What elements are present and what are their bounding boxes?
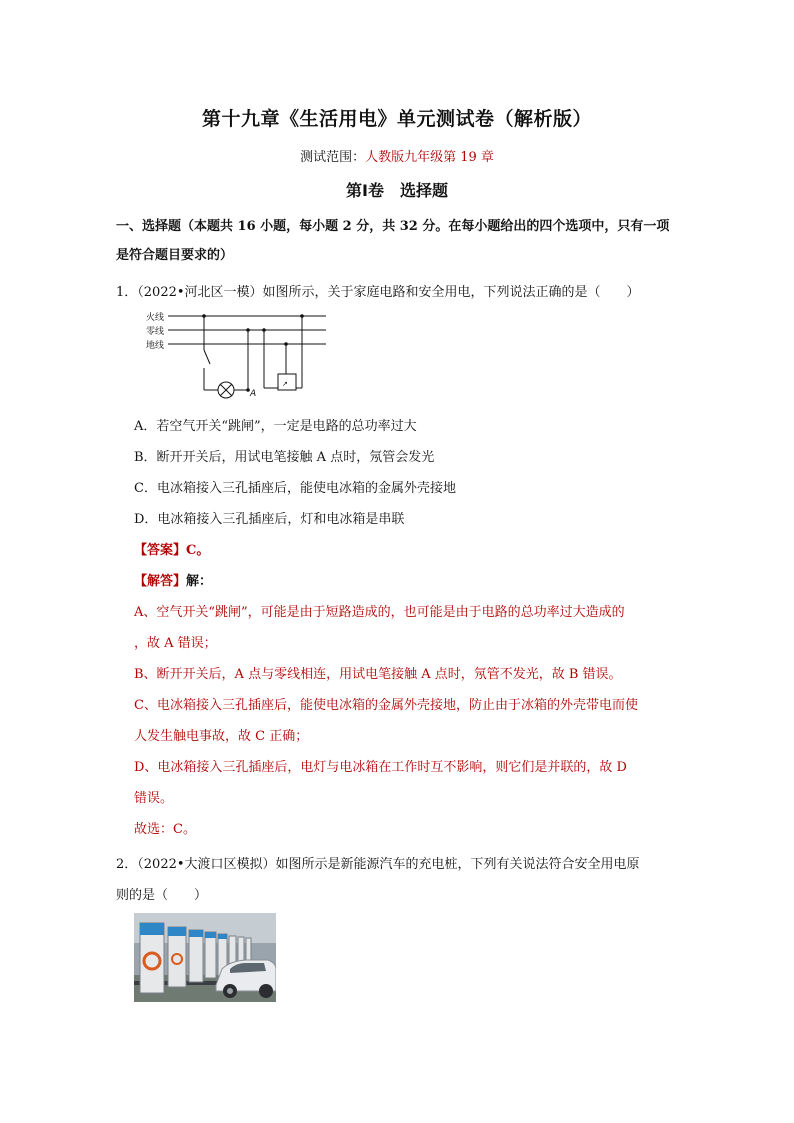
q1-analysis-a-cont: ，故 A 错误； [134, 636, 217, 651]
range-value: 人教版九年级第 19 章 [365, 150, 494, 165]
q1-analysis-d: D、电冰箱接入三孔插座后，电灯与电冰箱在工作时互不影响，则它们是并联的，故 D [134, 760, 627, 775]
q1-analysis-b: B、断开开关后，A 点与零线相连，用试电笔接触 A 点时，氖管不发光，故 B 错误。 [134, 667, 622, 682]
q1-option-a: A．若空气开关“跳闸”，一定是电路的总功率过大 [134, 419, 417, 434]
part-title: 第Ⅰ卷 选择题 [346, 181, 448, 200]
charging-station-photo [134, 913, 276, 1002]
section-intro: 一、选择题（本题共 16 小题，每小题 2 分，共 32 分。在每小题给出的四个选项中，只有一项是符合题目要求的） [116, 219, 670, 263]
ground-wire-label: 地线 [146, 341, 165, 351]
page-title: 第十九章《生活用电》单元测试卷（解析版） [201, 108, 592, 130]
answer-tag: 【答案】 [134, 543, 187, 558]
q1-analysis-c: C、电冰箱接入三孔插座后，能使电冰箱的金属外壳接地，防止由于冰箱的外壳带电而使 [134, 698, 638, 713]
test-range [0, 146, 794, 165]
circuit-diagram [140, 306, 330, 406]
q1-option-c: C．电冰箱接入三孔插座后，能使电冰箱的金属外壳接地 [134, 481, 456, 496]
neutral-wire-label: 零线 [146, 327, 165, 337]
point-a-label: A [250, 389, 257, 399]
svg-text:↗: ↗ [282, 380, 288, 388]
range-label: 测试范围： [300, 150, 366, 165]
q1-choice: 故选：C。 [134, 822, 196, 837]
q1-stem: 1．（2022•河北区一模）如图所示，关于家庭电路和安全用电，下列说法正确的是（ ） [116, 285, 640, 300]
solution-tag: 【解答】 [134, 574, 187, 589]
live-wire-label: 火线 [146, 313, 165, 323]
q2-stem-line1: 2．（2022•大渡口区模拟）如图所示是新能源汽车的充电桩，下列有关说法符合安全用电原 [116, 857, 640, 872]
q1-solution-head [134, 570, 212, 589]
q1-answer [134, 539, 209, 558]
q2-stem-line2: 则的是（ ） [116, 888, 208, 903]
answer-value: C。 [186, 543, 210, 558]
q1-option-b: B．断开开关后，用试电笔接触 A 点时，氖管会发光 [134, 450, 435, 465]
q1-analysis-a: A、空气开关“跳闸”，可能是由于短路造成的，也可能是由于电路的总功率过大造成的 [134, 605, 625, 620]
solution-suffix: 解： [186, 574, 213, 589]
q1-option-d: D．电冰箱接入三孔插座后，灯和电冰箱是串联 [134, 512, 405, 527]
q1-analysis-d-cont: 错误。 [134, 791, 174, 806]
q1-analysis-c-cont: 人发生触电事故，故 C 正确； [134, 729, 309, 744]
